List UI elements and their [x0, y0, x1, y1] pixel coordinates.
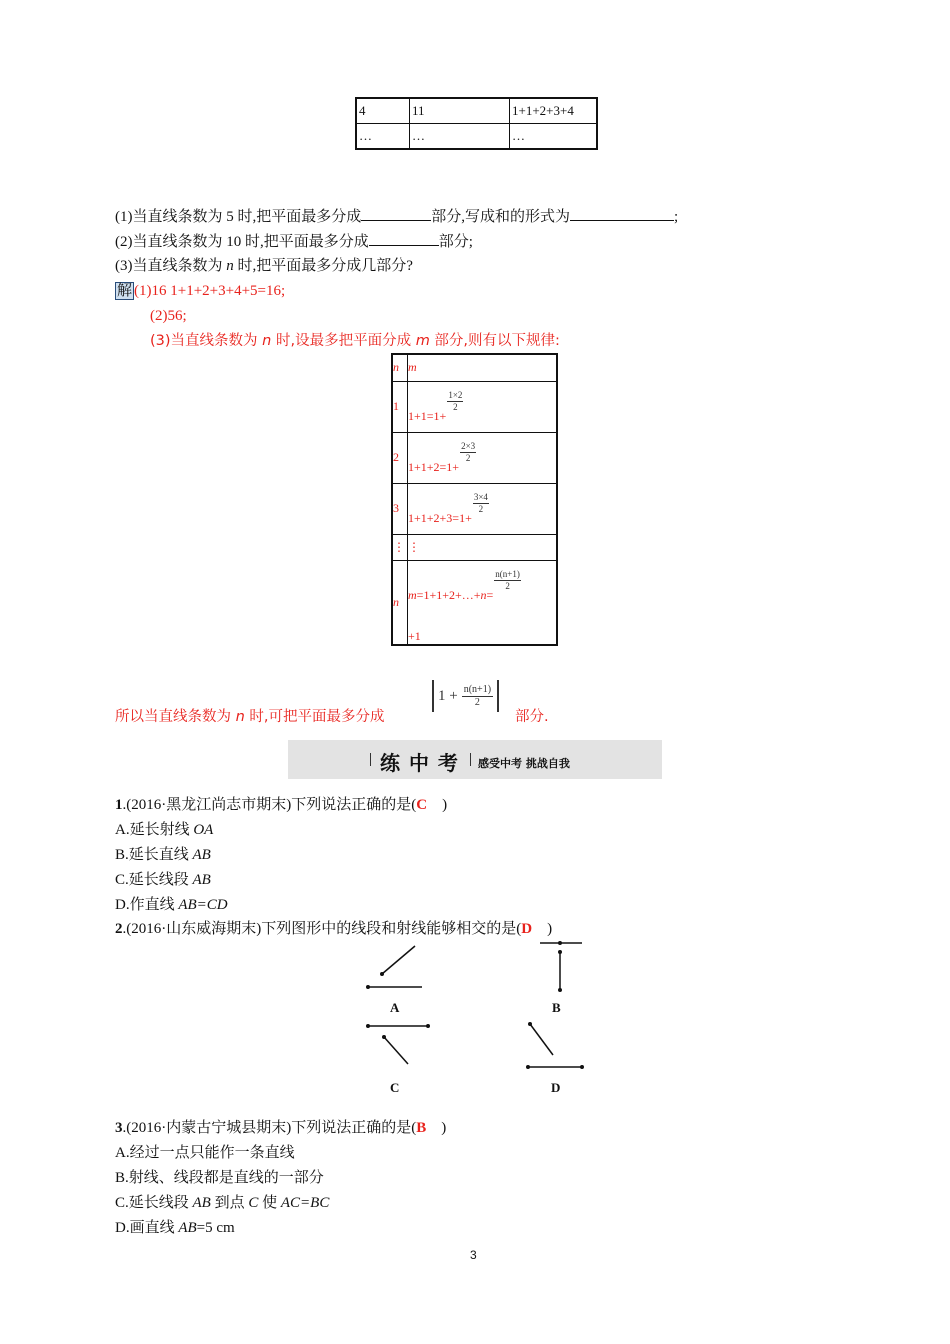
figure-b: [540, 941, 582, 1015]
question-text: (3)当直线条数为: [115, 258, 227, 274]
fraction: [460, 441, 476, 464]
answer-blank: [369, 231, 439, 246]
figure-a: [366, 946, 422, 1015]
figure-label: B: [552, 1000, 561, 1015]
fraction: [447, 390, 463, 413]
top-table: [355, 97, 598, 150]
table-cell: [408, 483, 558, 534]
exercise-text: .(2016·内蒙古宁城县期末)下列说法正确的是(: [122, 1120, 417, 1136]
question-3: [115, 256, 413, 276]
fraction: [473, 492, 489, 515]
answer: D: [521, 921, 533, 937]
table-cell: …: [356, 124, 410, 150]
variable-m: m: [415, 333, 430, 349]
option-text: 使: [258, 1195, 281, 1211]
denominator: 2: [505, 580, 510, 591]
option-variable: AB: [178, 1220, 197, 1236]
option-text: 到点: [210, 1195, 249, 1211]
numerator: 3×4: [473, 491, 488, 502]
solution-text: 时,设最多把平面分成: [271, 333, 416, 349]
option-d: [115, 1218, 235, 1238]
answer: C: [416, 797, 428, 813]
question-text: 部分,写成和的形式为: [431, 209, 571, 225]
section-banner: [288, 740, 662, 779]
table-cell: 3: [392, 483, 408, 534]
figure-label: D: [551, 1080, 561, 1095]
numerator: n(n+1): [463, 683, 492, 695]
table-cell: [408, 381, 558, 432]
table-cell: …: [410, 124, 510, 150]
option-variable: C: [248, 1195, 259, 1211]
figure-label: A: [390, 1000, 400, 1015]
figure-d: [526, 1022, 584, 1095]
conclusion-formula: [432, 680, 499, 712]
denominator: 2: [474, 696, 480, 708]
exercise-1-stem: [115, 795, 447, 815]
divider: [370, 753, 371, 766]
table-cell: 11: [410, 98, 510, 124]
formula-text: 1+1+2=1+: [408, 459, 460, 474]
exercise-number: 2: [115, 921, 123, 937]
question-text: ;: [674, 209, 679, 225]
table-cell: 1: [392, 381, 408, 432]
option-text: =5 cm: [196, 1220, 235, 1236]
option-variable: AB=CD: [178, 897, 228, 913]
conclusion-suffix: 部分.: [515, 709, 549, 725]
option-variable: OA: [193, 822, 214, 838]
conclusion-text: 所以当直线条数为: [115, 709, 236, 725]
numerator: 1×2: [448, 389, 463, 400]
table-cell: [408, 560, 558, 645]
option-variable: AB: [192, 1195, 211, 1211]
table-cell: ⋮: [408, 534, 558, 560]
numerator: 2×3: [461, 440, 476, 451]
table-cell: ⋮: [392, 534, 408, 560]
table-cell: 2: [392, 432, 408, 483]
segment-ray-figures: [360, 940, 600, 1100]
banner-title: 练 中 考: [380, 751, 459, 775]
option-text: B.延长直线: [115, 847, 193, 863]
variable-m: m: [408, 587, 417, 602]
option-b: B.射线、线段都是直线的一部分: [115, 1170, 324, 1186]
table-cell: 1+1+2+3+4: [510, 98, 598, 124]
table-row: [392, 354, 557, 381]
divider: [470, 753, 471, 766]
table-cell: [392, 560, 408, 645]
option-text: C.延长线段: [115, 1195, 193, 1211]
option-text: D.作直线: [115, 897, 179, 913]
option-d: [115, 895, 228, 915]
figure-c: [366, 1024, 430, 1095]
variable-n: n: [262, 333, 272, 349]
question-2: [115, 231, 473, 252]
banner-subtitle: 感受中考 挑战自我: [478, 757, 570, 770]
fraction: [462, 684, 493, 709]
table-row: [356, 124, 597, 150]
header-m: m: [408, 360, 417, 375]
denominator: 2: [478, 503, 484, 514]
table-row: [392, 432, 557, 483]
conclusion: [115, 707, 385, 727]
answer-blank: [361, 206, 431, 221]
exercise-3-stem: [115, 1118, 446, 1138]
question-text: (1)当直线条数为 5 时,把平面最多分成: [115, 209, 362, 225]
option-a: [115, 820, 213, 840]
solution-text: (3)当直线条数为: [150, 333, 263, 349]
table-cell: 4: [356, 98, 410, 124]
pattern-table: [391, 353, 558, 646]
solution-line-2: (2)56;: [150, 308, 187, 324]
option-b: [115, 845, 211, 865]
table-row: [392, 560, 557, 645]
denominator: 2: [453, 401, 458, 412]
exercise-text: ): [532, 921, 553, 937]
answer: B: [416, 1120, 427, 1136]
variable-n: n: [393, 594, 399, 609]
table-cell: [408, 432, 558, 483]
exercise-text: ): [427, 797, 448, 813]
solution-tag: 解: [117, 283, 133, 299]
question-1: [115, 206, 678, 227]
figure-label: C: [390, 1080, 400, 1095]
formula-text: 1 +: [438, 687, 458, 704]
option-c: [115, 1193, 329, 1213]
exercise-number: 1: [115, 797, 123, 813]
option-c: [115, 870, 211, 890]
option-variable: AB: [192, 872, 211, 888]
question-text: 时,把平面最多分成几部分?: [233, 258, 413, 274]
exercise-text: .(2016·山东威海期末)下列图形中的线段和射线能够相交的是(: [122, 921, 522, 937]
option-text: A.延长射线: [115, 822, 194, 838]
option-text: D.画直线: [115, 1220, 179, 1236]
table-cell: …: [510, 124, 598, 150]
fraction: [494, 569, 521, 592]
option-variable: AC=BC: [280, 1195, 330, 1211]
table-row: [392, 534, 557, 560]
exercise-number: 3: [115, 1120, 123, 1136]
exercise-text: ): [426, 1120, 447, 1136]
question-text: 部分;: [438, 234, 473, 250]
formula-text: =1+1+2+…+: [416, 587, 481, 602]
header-n: n: [393, 360, 399, 375]
page-number: 3: [470, 1248, 477, 1262]
table-row: [356, 98, 597, 124]
option-a: A.经过一点只能作一条直线: [115, 1145, 295, 1161]
option-variable: AB: [192, 847, 211, 863]
answer-blank: [570, 206, 674, 221]
solution-line-3: [150, 331, 560, 351]
variable-n: n: [235, 709, 245, 725]
formula-text: =: [486, 587, 494, 602]
solution-text: 部分,则有以下规律:: [429, 333, 560, 349]
exercise-2-stem: [115, 919, 552, 939]
table-row: [392, 483, 557, 534]
conclusion-text: 时,可把平面最多分成: [244, 709, 385, 725]
formula-text: 1+1=1+: [408, 408, 447, 423]
denominator: 2: [465, 452, 471, 463]
formula-text: 1+1+2+3=1+: [408, 510, 472, 525]
table-row: [392, 381, 557, 432]
variable-n: n: [226, 258, 234, 274]
formula-text: +1: [408, 628, 421, 643]
option-text: C.延长线段: [115, 872, 193, 888]
numerator: n(n+1): [495, 568, 520, 579]
solution-text: (1)16 1+1+2+3+4+5=16;: [134, 283, 286, 299]
solution-line-1: [115, 281, 285, 301]
variable-n: n: [480, 587, 487, 602]
exercise-text: .(2016·黑龙江尚志市期末)下列说法正确的是(: [122, 797, 417, 813]
question-text: (2)当直线条数为 10 时,把平面最多分成: [115, 234, 369, 250]
